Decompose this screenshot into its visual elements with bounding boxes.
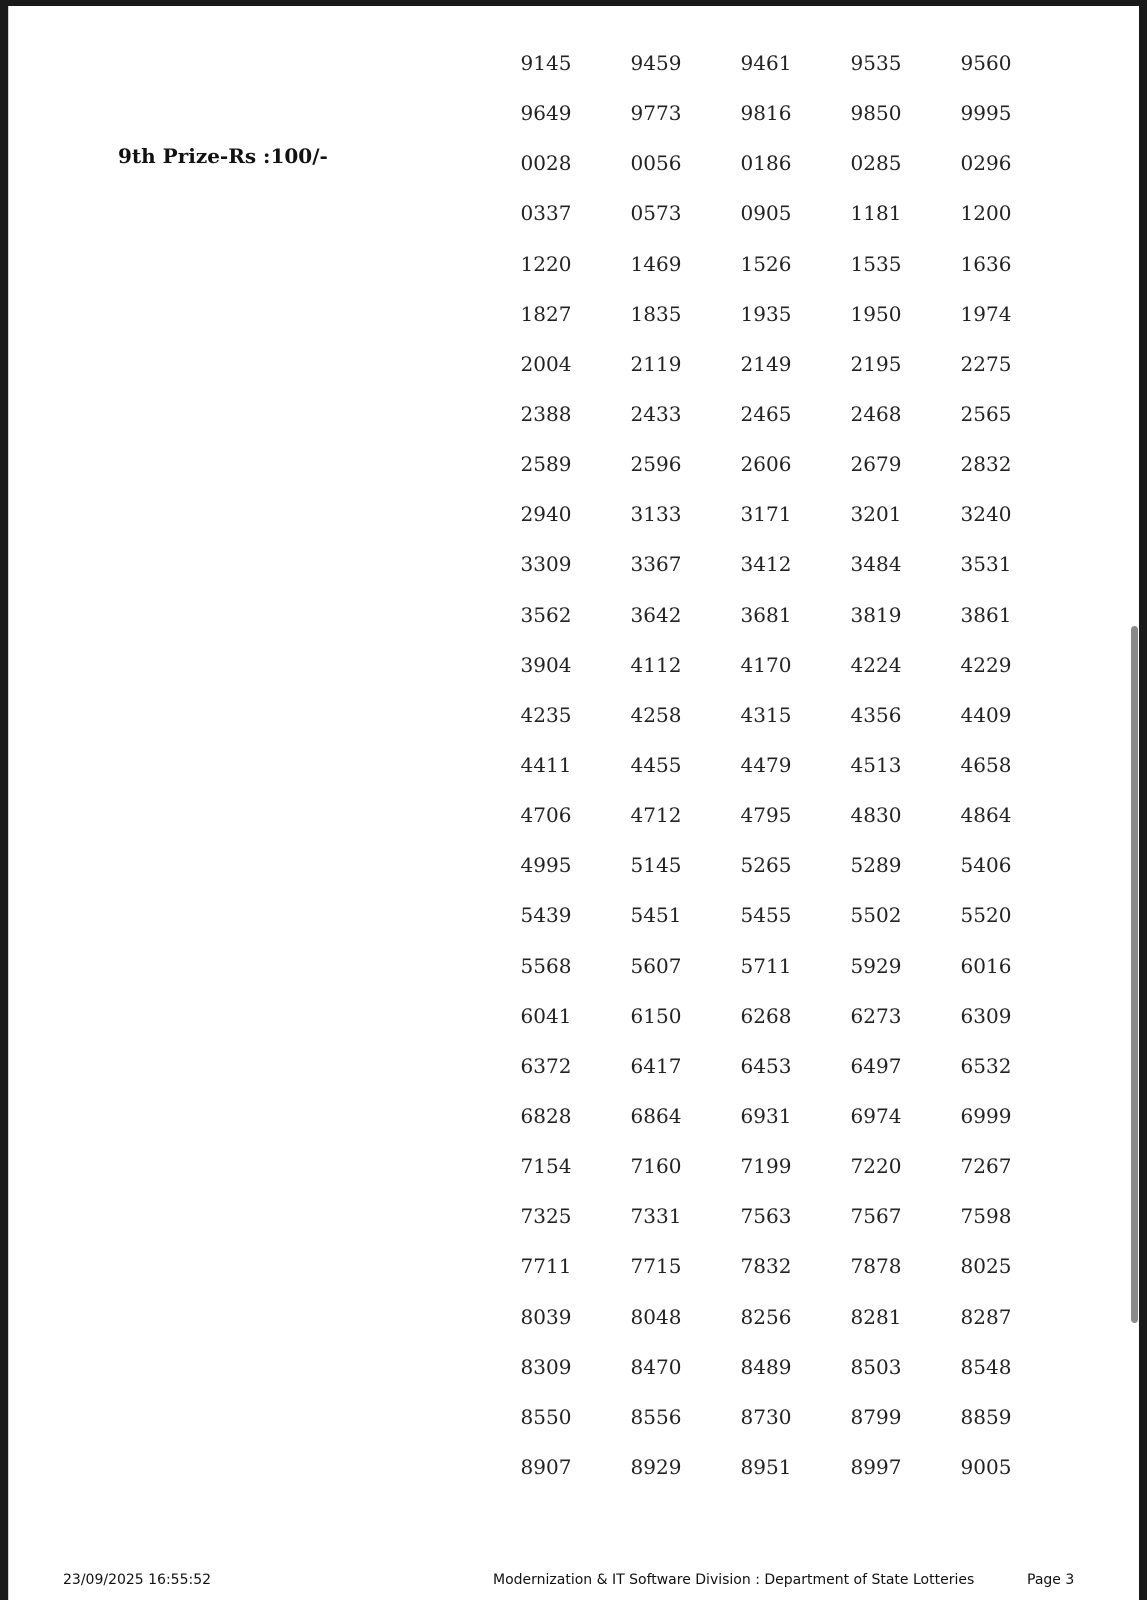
winning-number: 6372 [520, 1053, 572, 1078]
winning-number: 4409 [960, 702, 1012, 727]
winning-number: 2004 [520, 351, 572, 376]
winning-number: 3412 [740, 552, 792, 577]
winning-number: 1974 [960, 301, 1012, 326]
winning-number: 7331 [630, 1204, 682, 1229]
winning-number: 6532 [960, 1053, 1012, 1078]
winning-number: 8039 [520, 1304, 572, 1329]
winning-number: 3531 [960, 552, 1012, 577]
winning-number: 0573 [630, 201, 682, 226]
winning-number: 5929 [850, 953, 902, 978]
winning-number: 8256 [740, 1304, 792, 1329]
winning-number: 2565 [960, 401, 1012, 426]
winning-number: 4170 [740, 652, 792, 677]
winning-number: 8025 [960, 1254, 1012, 1279]
winning-number: 8951 [740, 1454, 792, 1479]
winning-number: 1469 [630, 251, 682, 276]
winning-number: 6864 [630, 1103, 682, 1128]
winning-number: 6828 [520, 1103, 572, 1128]
winning-number: 3133 [630, 502, 682, 527]
winning-number: 9560 [960, 51, 1012, 75]
winning-number: 3484 [850, 552, 902, 577]
winning-number: 3367 [630, 552, 682, 577]
winning-number: 8503 [850, 1354, 902, 1379]
winning-number: 6417 [630, 1053, 682, 1078]
winning-number: 2119 [630, 351, 682, 376]
winning-number: 0905 [740, 201, 792, 226]
winning-number: 7267 [960, 1154, 1012, 1179]
winning-number: 1220 [520, 251, 572, 276]
winning-number: 6273 [850, 1003, 902, 1028]
winning-number: 9816 [740, 101, 792, 126]
winning-number: 1200 [960, 201, 1012, 226]
winning-number: 4315 [740, 702, 792, 727]
winning-number: 9773 [630, 101, 682, 126]
winning-number: 1950 [850, 301, 902, 326]
winning-number: 3562 [520, 602, 572, 627]
footer-page-number: Page 3 [1027, 1572, 1075, 1588]
winning-number: 6150 [630, 1003, 682, 1028]
winning-number: 7154 [520, 1154, 572, 1179]
winning-number: 6931 [740, 1103, 792, 1128]
footer-timestamp: 23/09/2025 16:55:52 [63, 1572, 212, 1588]
winning-number: 9005 [960, 1454, 1012, 1479]
winning-number: 7832 [740, 1254, 792, 1279]
winning-number: 1535 [850, 251, 902, 276]
winning-number: 3642 [630, 602, 682, 627]
winning-number: 8730 [740, 1404, 792, 1429]
winning-number: 6309 [960, 1003, 1012, 1028]
winning-number: 1526 [740, 251, 792, 276]
winning-number: 2940 [520, 502, 572, 527]
winning-number: 8550 [520, 1404, 572, 1429]
winning-number: 4411 [520, 752, 572, 777]
winning-number: 2832 [960, 452, 1012, 477]
winning-number: 2468 [850, 401, 902, 426]
winning-number: 5711 [740, 953, 792, 978]
winning-number: 2606 [740, 452, 792, 477]
winning-number: 6268 [740, 1003, 792, 1028]
winning-number: 5406 [960, 853, 1012, 878]
winning-number: 4224 [850, 652, 902, 677]
winning-number: 7160 [630, 1154, 682, 1179]
winning-number: 9145 [520, 51, 572, 75]
winning-number: 8556 [630, 1404, 682, 1429]
winning-number: 8997 [850, 1454, 902, 1479]
winning-number: 6041 [520, 1003, 572, 1028]
winning-number: 4706 [520, 803, 572, 828]
winning-number: 9461 [740, 51, 792, 75]
winning-number: 5502 [850, 903, 902, 928]
winning-number: 4235 [520, 702, 572, 727]
winning-number: 0186 [740, 151, 792, 176]
winning-number: 8548 [960, 1354, 1012, 1379]
winning-number: 0285 [850, 151, 902, 176]
winning-number: 1827 [520, 301, 572, 326]
winning-number: 7715 [630, 1254, 682, 1279]
winning-number: 2149 [740, 351, 792, 376]
winning-number: 7711 [520, 1254, 572, 1279]
winning-number: 9995 [960, 101, 1012, 126]
winning-number: 8489 [740, 1354, 792, 1379]
winning-number: 8929 [630, 1454, 682, 1479]
footer-division: Modernization & IT Software Division : Department of State Lotteries [493, 1572, 975, 1588]
winning-number: 6016 [960, 953, 1012, 978]
winning-number: 5289 [850, 853, 902, 878]
winning-number: 1181 [850, 201, 902, 226]
winning-number: 1636 [960, 251, 1012, 276]
winning-number: 3819 [850, 602, 902, 627]
winning-number: 8287 [960, 1304, 1012, 1329]
winning-number: 5451 [630, 903, 682, 928]
winning-number: 5455 [740, 903, 792, 928]
document-page [8, 6, 1139, 1600]
winning-number: 4995 [520, 853, 572, 878]
winning-number: 4795 [740, 803, 792, 828]
winning-numbers-table [9, 6, 1139, 1506]
winning-number: 7199 [740, 1154, 792, 1179]
winning-number: 6974 [850, 1103, 902, 1128]
winning-number: 9850 [850, 101, 902, 126]
winning-number: 4229 [960, 652, 1012, 677]
winning-number: 7878 [850, 1254, 902, 1279]
winning-number: 3861 [960, 602, 1012, 627]
winning-number: 5520 [960, 903, 1012, 928]
winning-number: 2465 [740, 401, 792, 426]
winning-number: 0056 [630, 151, 682, 176]
winning-number: 3201 [850, 502, 902, 527]
winning-number: 3681 [740, 602, 792, 627]
winning-number: 4712 [630, 803, 682, 828]
winning-number: 5439 [520, 903, 572, 928]
winning-number: 4112 [630, 652, 682, 677]
winning-number: 2195 [850, 351, 902, 376]
winning-number: 3309 [520, 552, 572, 577]
winning-number: 7325 [520, 1204, 572, 1229]
winning-number: 2596 [630, 452, 682, 477]
winning-number: 9459 [630, 51, 682, 75]
winning-number: 7567 [850, 1204, 902, 1229]
winning-number: 8470 [630, 1354, 682, 1379]
winning-number: 3904 [520, 652, 572, 677]
winning-number: 8281 [850, 1304, 902, 1329]
winning-number: 2589 [520, 452, 572, 477]
winning-number: 5145 [630, 853, 682, 878]
winning-number: 3171 [740, 502, 792, 527]
winning-number: 8907 [520, 1454, 572, 1479]
winning-number: 8048 [630, 1304, 682, 1329]
winning-number: 6999 [960, 1103, 1012, 1128]
winning-number: 4356 [850, 702, 902, 727]
winning-number: 8309 [520, 1354, 572, 1379]
winning-number: 5265 [740, 853, 792, 878]
winning-number: 7563 [740, 1204, 792, 1229]
scrollbar-thumb[interactable] [1131, 626, 1138, 1323]
winning-number: 4455 [630, 752, 682, 777]
winning-number: 4864 [960, 803, 1012, 828]
winning-number: 2433 [630, 401, 682, 426]
winning-number: 8859 [960, 1404, 1012, 1429]
winning-number: 2388 [520, 401, 572, 426]
winning-number: 1935 [740, 301, 792, 326]
winning-number: 2275 [960, 351, 1012, 376]
winning-number: 7598 [960, 1204, 1012, 1229]
winning-number: 0028 [520, 151, 572, 176]
winning-number: 1835 [630, 301, 682, 326]
winning-number: 4830 [850, 803, 902, 828]
winning-number: 0296 [960, 151, 1012, 176]
winning-number: 9649 [520, 101, 572, 126]
winning-number: 8799 [850, 1404, 902, 1429]
winning-number: 2679 [850, 452, 902, 477]
winning-number: 5568 [520, 953, 572, 978]
winning-number: 7220 [850, 1154, 902, 1179]
winning-number: 5607 [630, 953, 682, 978]
winning-number: 4258 [630, 702, 682, 727]
winning-number: 0337 [520, 201, 572, 226]
winning-number: 4479 [740, 752, 792, 777]
winning-number: 3240 [960, 502, 1012, 527]
winning-number: 4658 [960, 752, 1012, 777]
winning-number: 6497 [850, 1053, 902, 1078]
prize-label: 9th Prize-Rs :100/- [118, 144, 328, 168]
winning-number: 6453 [740, 1053, 792, 1078]
winning-number: 9535 [850, 51, 902, 75]
winning-number: 4513 [850, 752, 902, 777]
